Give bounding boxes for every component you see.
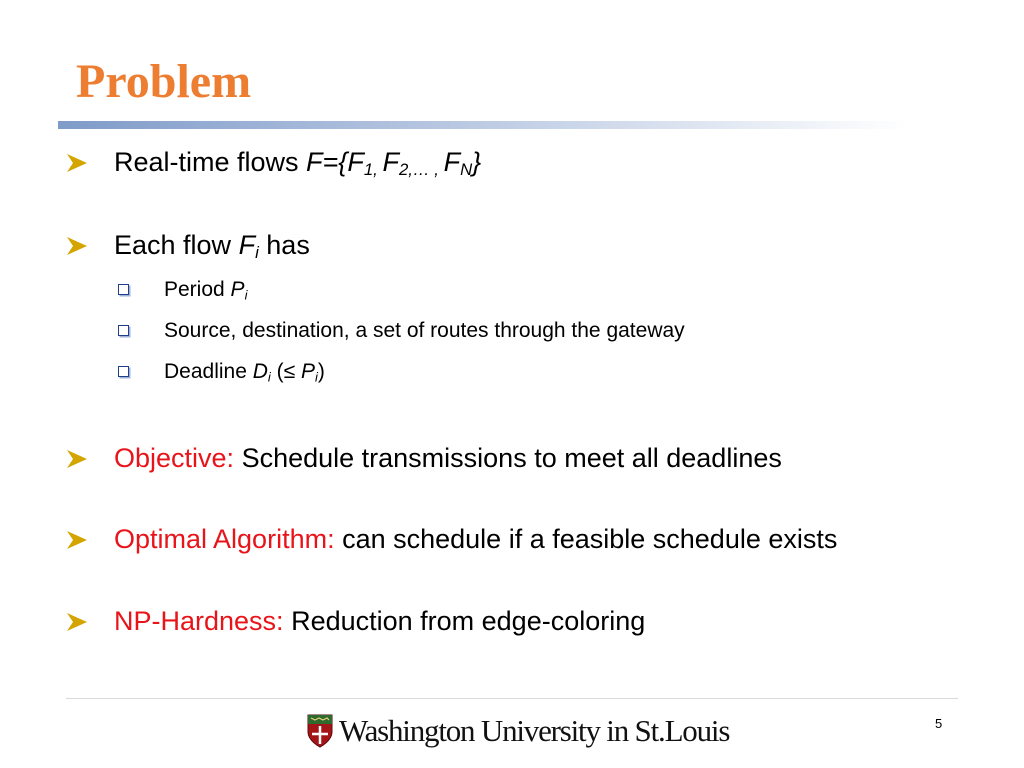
optimal-algorithm-text: can schedule if a feasible schedule exists [334,524,838,554]
bullet-real-time-flows [66,148,481,178]
arrow-bullet-icon [66,231,114,261]
square-bullet-icon [118,360,164,383]
np-hardness-text: Reduction from edge-coloring [283,606,646,636]
np-hardness-label: NP-Hardness: [114,606,284,636]
bullet-text: Real-time flows [114,147,307,177]
bullet-objective [66,444,782,474]
square-bullet-icon [118,278,164,301]
subitem-deadline: Deadline $D_i$ (≤ $P_i$) [118,360,325,383]
bullet-each-flow [66,231,310,261]
title-underline [58,121,908,129]
optimal-algorithm-label: Optimal Algorithm: [114,524,335,554]
bullet-optimal-algorithm [66,525,837,555]
bullet-text-after: has [258,230,310,260]
objective-label: Objective: [114,443,235,473]
arrow-bullet-icon [66,525,114,555]
arrow-bullet-icon [66,444,114,474]
arrow-bullet-icon [66,148,114,178]
footer-divider [66,698,958,699]
university-logo [307,713,729,749]
bullet-text: Each flow [114,230,239,260]
bullet-np-hardness [66,607,645,637]
arrow-bullet-icon [66,607,114,637]
objective-text: Schedule transmissions to meet all deadlines [234,443,782,473]
slide-title: Problem [76,55,252,108]
square-bullet-icon [118,319,164,342]
university-shield-icon [307,714,333,748]
flow-set-formula: $F=\{F_{1,}$ $F_{2,\dots ,}$ $F_N$} [306,147,482,180]
flow-var: F [238,230,256,260]
page-number: 5 [935,716,943,731]
university-name: Washington University in St.Louis [339,713,730,748]
flow-sub: i [255,243,259,263]
subitem-period: Period $P_i$ [118,278,247,301]
subitem-source-destination: Source, destination, a set of routes through the gateway [118,319,685,342]
